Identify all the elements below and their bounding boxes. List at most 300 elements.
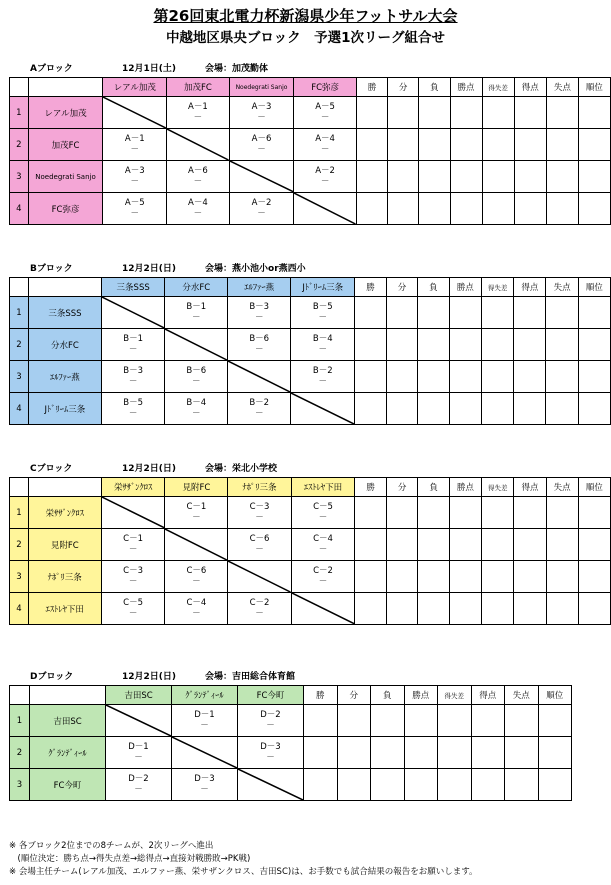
stat-cell[interactable] bbox=[482, 593, 514, 625]
page-title: 第26回東北電力杯新潟県少年フットサル大会 bbox=[153, 7, 458, 25]
match-cell[interactable] bbox=[101, 561, 165, 593]
stat-cell[interactable] bbox=[449, 497, 481, 529]
stat-header: 得失差 bbox=[482, 78, 514, 97]
league-table bbox=[9, 685, 572, 801]
stat-cell[interactable] bbox=[471, 769, 505, 801]
stat-cell[interactable] bbox=[514, 329, 546, 361]
stat-cell[interactable] bbox=[355, 593, 386, 625]
block-date: 12月2日(日) bbox=[122, 672, 177, 682]
stat-cell[interactable] bbox=[337, 769, 371, 801]
match-entry bbox=[165, 502, 227, 524]
venue-label: 会場： bbox=[205, 464, 233, 474]
match-cell[interactable] bbox=[291, 329, 355, 361]
stat-cell[interactable] bbox=[355, 297, 386, 329]
stat-header: 順位 bbox=[538, 686, 572, 705]
team-number: 1 bbox=[10, 297, 29, 329]
match-entry bbox=[228, 398, 290, 420]
match-entry bbox=[228, 598, 290, 620]
column-team-header: 栄ｻｻﾞﾝｸﾛｽ bbox=[101, 478, 165, 497]
match-cell[interactable] bbox=[291, 297, 355, 329]
stat-cell[interactable] bbox=[356, 97, 387, 129]
stat-cell[interactable] bbox=[386, 297, 417, 329]
stat-cell[interactable] bbox=[337, 705, 371, 737]
venue-name: 燕小池小or燕西小 bbox=[232, 264, 306, 274]
match-result: － bbox=[192, 512, 201, 523]
match-cell[interactable] bbox=[103, 161, 167, 193]
stat-cell[interactable] bbox=[418, 329, 449, 361]
match-cell[interactable] bbox=[101, 361, 164, 393]
stat-cell[interactable] bbox=[482, 97, 514, 129]
match-cell[interactable] bbox=[103, 129, 167, 161]
stat-cell[interactable] bbox=[449, 393, 481, 425]
stat-cell[interactable] bbox=[482, 561, 514, 593]
diagonal-cell bbox=[165, 329, 228, 361]
stat-cell[interactable] bbox=[546, 161, 578, 193]
match-cell[interactable] bbox=[167, 193, 229, 225]
stat-cell[interactable] bbox=[356, 161, 387, 193]
diagonal-line bbox=[106, 705, 171, 736]
stat-header: 得失差 bbox=[482, 478, 514, 497]
stat-cell[interactable] bbox=[505, 737, 539, 769]
diagonal-line bbox=[238, 769, 303, 800]
team-name: FC弥彦 bbox=[28, 193, 103, 225]
match-result: － bbox=[257, 112, 266, 123]
stat-cell[interactable] bbox=[371, 737, 405, 769]
stat-cell[interactable] bbox=[386, 329, 417, 361]
stat-cell[interactable] bbox=[371, 769, 405, 801]
team-name: 加茂FC bbox=[28, 129, 103, 161]
stat-cell[interactable] bbox=[578, 593, 610, 625]
stat-cell[interactable] bbox=[450, 161, 482, 193]
stat-cell[interactable] bbox=[438, 737, 472, 769]
match-code: A－2 bbox=[251, 197, 272, 208]
match-result: － bbox=[128, 408, 138, 419]
match-cell[interactable] bbox=[106, 769, 172, 801]
match-entry bbox=[292, 534, 355, 556]
match-result: － bbox=[320, 112, 330, 123]
team-row bbox=[10, 593, 611, 625]
corner-cell bbox=[30, 686, 106, 705]
team-name: レアル加茂 bbox=[28, 97, 103, 129]
stat-cell[interactable] bbox=[578, 97, 610, 129]
stat-cell[interactable] bbox=[388, 97, 419, 129]
block-date: 12月1日(土) bbox=[122, 64, 177, 74]
stat-cell[interactable] bbox=[419, 97, 450, 129]
column-team-header: 見附FC bbox=[165, 478, 228, 497]
column-team-header: Jﾄﾞﾘｰﾑ三条 bbox=[291, 278, 355, 297]
match-entry bbox=[291, 334, 354, 356]
stat-cell[interactable] bbox=[546, 561, 578, 593]
match-entry bbox=[228, 534, 290, 556]
stat-cell[interactable] bbox=[481, 297, 513, 329]
stat-cell[interactable] bbox=[514, 593, 546, 625]
venue-name: 栄北小学校 bbox=[232, 464, 278, 474]
stat-cell[interactable] bbox=[505, 769, 539, 801]
match-cell[interactable] bbox=[294, 129, 356, 161]
venue-name: 吉田総合体育館 bbox=[232, 672, 296, 682]
match-code: D－1 bbox=[128, 741, 149, 752]
match-cell[interactable] bbox=[167, 97, 229, 129]
team-row bbox=[10, 361, 611, 393]
stat-cell[interactable] bbox=[546, 497, 578, 529]
stat-cell[interactable] bbox=[438, 769, 472, 801]
match-cell[interactable] bbox=[106, 737, 172, 769]
stat-cell[interactable] bbox=[481, 393, 513, 425]
stat-cell[interactable] bbox=[546, 593, 578, 625]
stat-cell[interactable] bbox=[386, 361, 417, 393]
match-entry bbox=[230, 134, 294, 156]
match-result: － bbox=[320, 176, 330, 187]
match-cell[interactable] bbox=[291, 561, 355, 593]
stat-cell[interactable] bbox=[538, 705, 572, 737]
stat-header: 失点 bbox=[546, 278, 578, 297]
stat-header: 勝 bbox=[304, 686, 338, 705]
stat-cell[interactable] bbox=[514, 161, 546, 193]
stat-cell[interactable] bbox=[514, 529, 546, 561]
stat-cell[interactable] bbox=[482, 497, 514, 529]
match-cell[interactable] bbox=[294, 161, 356, 193]
stat-cell[interactable] bbox=[438, 705, 472, 737]
match-cell[interactable] bbox=[172, 769, 238, 801]
match-result: － bbox=[192, 608, 201, 619]
stat-cell[interactable] bbox=[578, 193, 610, 225]
team-row bbox=[10, 97, 611, 129]
stat-header: 勝点 bbox=[449, 278, 481, 297]
match-cell[interactable] bbox=[228, 329, 291, 361]
stat-cell[interactable] bbox=[386, 593, 417, 625]
stat-cell[interactable] bbox=[514, 497, 546, 529]
team-number: 2 bbox=[10, 737, 30, 769]
team-row bbox=[10, 129, 611, 161]
match-result: － bbox=[255, 512, 264, 523]
stat-cell[interactable] bbox=[482, 129, 514, 161]
stat-cell[interactable] bbox=[356, 193, 387, 225]
stat-cell[interactable] bbox=[449, 329, 481, 361]
match-cell[interactable] bbox=[228, 593, 291, 625]
stat-cell[interactable] bbox=[371, 705, 405, 737]
match-cell[interactable] bbox=[229, 129, 294, 161]
stat-cell[interactable] bbox=[471, 737, 505, 769]
stat-cell[interactable] bbox=[514, 393, 546, 425]
stat-cell[interactable] bbox=[578, 297, 610, 329]
stat-cell[interactable] bbox=[449, 593, 481, 625]
match-cell[interactable] bbox=[165, 497, 228, 529]
block-venue bbox=[205, 62, 268, 76]
stat-cell[interactable] bbox=[546, 529, 578, 561]
stat-cell[interactable] bbox=[449, 561, 481, 593]
stat-cell[interactable] bbox=[578, 161, 610, 193]
corner-cell bbox=[28, 78, 103, 97]
match-code: A－6 bbox=[188, 165, 208, 176]
corner-cell bbox=[10, 278, 29, 297]
match-result: － bbox=[255, 608, 264, 619]
match-cell[interactable] bbox=[229, 97, 294, 129]
diagonal-cell bbox=[165, 529, 228, 561]
match-cell[interactable] bbox=[165, 297, 228, 329]
stat-cell[interactable] bbox=[386, 393, 417, 425]
match-cell[interactable] bbox=[238, 705, 304, 737]
stat-cell[interactable] bbox=[482, 161, 514, 193]
stat-cell[interactable] bbox=[546, 361, 578, 393]
stat-cell[interactable] bbox=[355, 361, 386, 393]
match-cell[interactable] bbox=[165, 561, 228, 593]
match-result: － bbox=[130, 176, 139, 187]
stat-cell[interactable] bbox=[450, 97, 482, 129]
match-cell[interactable] bbox=[229, 193, 294, 225]
stat-cell[interactable] bbox=[388, 193, 419, 225]
diagonal-line bbox=[230, 161, 294, 192]
match-entry bbox=[165, 598, 227, 620]
match-entry bbox=[167, 102, 228, 124]
corner-cell bbox=[10, 478, 29, 497]
stat-cell[interactable] bbox=[538, 737, 572, 769]
match-result: － bbox=[134, 784, 143, 795]
match-cell[interactable] bbox=[172, 705, 238, 737]
match-result: － bbox=[192, 312, 201, 323]
match-code: B－4 bbox=[312, 333, 333, 344]
match-code: D－3 bbox=[194, 773, 215, 784]
stat-cell[interactable] bbox=[404, 737, 438, 769]
block-name: Dブロック bbox=[30, 672, 74, 682]
match-result: － bbox=[257, 144, 266, 155]
stat-cell[interactable] bbox=[546, 297, 578, 329]
stat-cell[interactable] bbox=[418, 297, 449, 329]
stat-header: 勝 bbox=[355, 478, 386, 497]
match-result: － bbox=[254, 344, 264, 355]
match-cell[interactable] bbox=[291, 529, 355, 561]
match-cell[interactable] bbox=[167, 161, 229, 193]
match-entry bbox=[230, 198, 294, 220]
stat-cell[interactable] bbox=[418, 593, 449, 625]
stat-cell[interactable] bbox=[355, 393, 386, 425]
match-cell[interactable] bbox=[238, 737, 304, 769]
stat-cell[interactable] bbox=[578, 329, 610, 361]
stat-cell[interactable] bbox=[356, 129, 387, 161]
corner-cell bbox=[10, 686, 30, 705]
match-code: B－3 bbox=[123, 365, 144, 376]
match-entry bbox=[102, 334, 164, 356]
diagonal-cell bbox=[101, 297, 164, 329]
stat-header: 得失差 bbox=[438, 686, 472, 705]
stat-cell[interactable] bbox=[404, 705, 438, 737]
stat-cell[interactable] bbox=[337, 737, 371, 769]
stat-cell[interactable] bbox=[481, 329, 513, 361]
match-cell[interactable] bbox=[228, 393, 291, 425]
stat-cell[interactable] bbox=[304, 769, 338, 801]
header-row bbox=[10, 686, 572, 705]
match-result: － bbox=[193, 176, 203, 187]
stat-cell[interactable] bbox=[418, 529, 449, 561]
match-result: － bbox=[192, 576, 201, 587]
match-code: C－1 bbox=[186, 501, 207, 512]
match-result: － bbox=[257, 208, 266, 219]
diagonal-line bbox=[167, 129, 228, 160]
match-code: B－5 bbox=[312, 301, 333, 312]
match-cell[interactable] bbox=[228, 529, 291, 561]
stat-cell[interactable] bbox=[304, 705, 338, 737]
stat-cell[interactable] bbox=[450, 193, 482, 225]
match-entry bbox=[167, 166, 228, 188]
stat-cell[interactable] bbox=[514, 97, 546, 129]
stat-cell[interactable] bbox=[546, 393, 578, 425]
corner-cell bbox=[28, 478, 101, 497]
match-cell[interactable] bbox=[101, 329, 164, 361]
corner-cell bbox=[28, 278, 101, 297]
match-cell[interactable] bbox=[228, 297, 291, 329]
column-team-header: 三条SSS bbox=[101, 278, 164, 297]
match-result: － bbox=[318, 544, 328, 555]
match-cell[interactable] bbox=[101, 529, 165, 561]
column-team-header: 加茂FC bbox=[167, 78, 229, 97]
stat-cell[interactable] bbox=[578, 561, 610, 593]
diagonal-cell bbox=[294, 193, 356, 225]
block-date: 12月2日(日) bbox=[122, 264, 177, 274]
stat-cell[interactable] bbox=[546, 129, 578, 161]
match-code: C－3 bbox=[123, 565, 143, 576]
stat-cell[interactable] bbox=[386, 529, 417, 561]
stat-cell[interactable] bbox=[538, 769, 572, 801]
stat-cell[interactable] bbox=[546, 193, 578, 225]
match-result: － bbox=[193, 208, 203, 219]
team-name: FC今町 bbox=[30, 769, 106, 801]
match-cell[interactable] bbox=[228, 497, 291, 529]
stat-cell[interactable] bbox=[578, 497, 610, 529]
match-result: － bbox=[128, 576, 138, 587]
diagonal-line bbox=[172, 737, 237, 768]
match-result: － bbox=[254, 312, 264, 323]
stat-cell[interactable] bbox=[514, 561, 546, 593]
stat-cell[interactable] bbox=[418, 393, 449, 425]
match-entry bbox=[165, 566, 227, 588]
diagonal-cell bbox=[291, 393, 355, 425]
team-number: 2 bbox=[10, 329, 29, 361]
diagonal-line bbox=[228, 561, 290, 592]
stat-cell[interactable] bbox=[481, 361, 513, 393]
stat-cell[interactable] bbox=[578, 393, 610, 425]
stat-header: 得点 bbox=[514, 278, 546, 297]
column-team-header: ﾅﾎﾟﾘ三条 bbox=[228, 478, 291, 497]
stat-cell[interactable] bbox=[355, 561, 386, 593]
stat-cell[interactable] bbox=[578, 361, 610, 393]
match-entry bbox=[103, 134, 166, 156]
match-code: C－4 bbox=[313, 533, 333, 544]
stat-cell[interactable] bbox=[418, 361, 449, 393]
stat-cell[interactable] bbox=[449, 297, 481, 329]
stat-cell[interactable] bbox=[388, 129, 419, 161]
match-result: － bbox=[134, 752, 143, 763]
stat-cell[interactable] bbox=[386, 497, 417, 529]
match-code: C－1 bbox=[123, 533, 143, 544]
stat-cell[interactable] bbox=[418, 561, 449, 593]
stat-cell[interactable] bbox=[449, 529, 481, 561]
team-number: 3 bbox=[10, 561, 29, 593]
match-cell[interactable] bbox=[291, 361, 355, 393]
team-number: 2 bbox=[10, 129, 29, 161]
stat-cell[interactable] bbox=[419, 161, 450, 193]
team-row bbox=[10, 393, 611, 425]
stat-cell[interactable] bbox=[449, 361, 481, 393]
stat-cell[interactable] bbox=[419, 129, 450, 161]
match-code: A－3 bbox=[124, 165, 145, 176]
match-code: A－3 bbox=[251, 101, 272, 112]
column-team-header: FC今町 bbox=[238, 686, 304, 705]
stat-cell[interactable] bbox=[450, 129, 482, 161]
match-cell[interactable] bbox=[101, 393, 164, 425]
column-team-header: ｴｽﾄﾚﾔ下田 bbox=[291, 478, 355, 497]
note-1: ※ 各ブロック2位までの8チームが、2次リーグへ進出 bbox=[9, 841, 214, 851]
stat-cell[interactable] bbox=[355, 497, 386, 529]
team-number: 4 bbox=[10, 393, 29, 425]
match-cell[interactable] bbox=[291, 497, 355, 529]
diagonal-cell bbox=[103, 97, 167, 129]
match-cell[interactable] bbox=[294, 97, 356, 129]
stat-cell[interactable] bbox=[388, 161, 419, 193]
match-cell[interactable] bbox=[101, 593, 165, 625]
team-row bbox=[10, 497, 611, 529]
stat-cell[interactable] bbox=[514, 129, 546, 161]
venue-name: 加茂勤体 bbox=[232, 64, 269, 74]
block-venue bbox=[205, 462, 277, 476]
match-code: C－6 bbox=[249, 533, 270, 544]
stat-cell[interactable] bbox=[471, 705, 505, 737]
match-code: A－2 bbox=[315, 165, 335, 176]
stat-cell[interactable] bbox=[546, 329, 578, 361]
match-cell[interactable] bbox=[165, 361, 228, 393]
stat-cell[interactable] bbox=[514, 297, 546, 329]
note-2: (順位決定：勝ち点→得失点差→総得点→直接対戦勝敗→PK戦) bbox=[9, 854, 251, 864]
diagonal-cell bbox=[228, 561, 291, 593]
stat-cell[interactable] bbox=[404, 769, 438, 801]
match-result: － bbox=[266, 720, 275, 731]
team-name: 分水FC bbox=[28, 329, 101, 361]
match-result: － bbox=[192, 376, 201, 387]
stat-cell[interactable] bbox=[386, 561, 417, 593]
team-name: Noedegrati Sanjo bbox=[28, 161, 103, 193]
match-result: － bbox=[318, 312, 327, 323]
stat-header: 順位 bbox=[578, 278, 610, 297]
match-result: － bbox=[200, 720, 209, 731]
stat-cell[interactable] bbox=[514, 361, 546, 393]
stat-cell[interactable] bbox=[418, 497, 449, 529]
stat-cell[interactable] bbox=[355, 529, 386, 561]
match-entry bbox=[102, 366, 164, 388]
team-row bbox=[10, 769, 572, 801]
match-entry bbox=[102, 398, 164, 420]
stat-cell[interactable] bbox=[546, 97, 578, 129]
match-code: B－5 bbox=[123, 397, 144, 408]
league-table bbox=[9, 77, 611, 225]
column-team-header: FC弥彦 bbox=[294, 78, 356, 97]
match-result: － bbox=[200, 784, 209, 795]
stat-cell[interactable] bbox=[514, 193, 546, 225]
match-result: － bbox=[320, 144, 330, 155]
match-cell[interactable] bbox=[103, 193, 167, 225]
stat-header: 得点 bbox=[471, 686, 505, 705]
match-entry bbox=[103, 198, 166, 220]
stat-cell[interactable] bbox=[482, 529, 514, 561]
stat-cell[interactable] bbox=[355, 329, 386, 361]
match-entry bbox=[102, 598, 165, 620]
stat-cell[interactable] bbox=[505, 705, 539, 737]
match-cell[interactable] bbox=[165, 593, 228, 625]
match-cell[interactable] bbox=[165, 393, 228, 425]
stat-cell[interactable] bbox=[578, 529, 610, 561]
stat-cell[interactable] bbox=[304, 737, 338, 769]
stat-cell[interactable] bbox=[578, 129, 610, 161]
stat-cell[interactable] bbox=[419, 193, 450, 225]
stat-cell[interactable] bbox=[482, 193, 514, 225]
stat-header: 分 bbox=[386, 278, 417, 297]
